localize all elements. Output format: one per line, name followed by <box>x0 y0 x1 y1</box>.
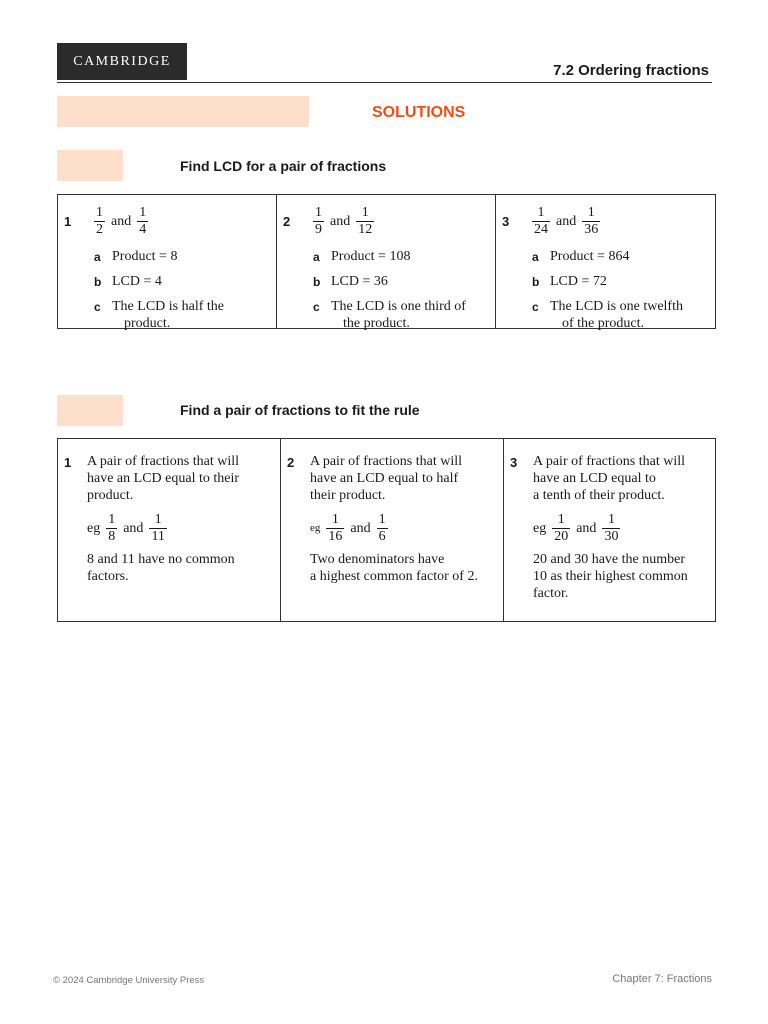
fraction: $\frac{1}{16}$ <box>328 512 343 544</box>
example-line: eg $\frac{1}{16}$ and $\frac{1}{6}$ <box>310 512 386 544</box>
s2-cell-3 <box>504 439 716 622</box>
s2-cell-2 <box>281 439 504 622</box>
s1-cell-1 <box>58 195 277 329</box>
fraction: $\frac{1}{12}$ <box>358 205 373 237</box>
rule-text: product. <box>87 488 134 503</box>
rule-text: have an LCD equal to half <box>310 471 459 486</box>
fraction: $\frac{1}{20}$ <box>554 512 569 544</box>
s2-cell-1 <box>58 439 281 622</box>
reason-text: factor. <box>533 586 569 601</box>
chapter-section-title: 7.2 Ordering fractions <box>553 62 709 79</box>
fraction: $\frac{1}{36}$ <box>584 205 599 237</box>
fraction: $\frac{1}{4}$ <box>139 205 147 237</box>
question-number: 2 <box>287 455 295 470</box>
rule-text: have an LCD equal to <box>533 471 656 486</box>
answer-part: a Product = 8 <box>94 249 178 264</box>
fraction: $\frac{1}{8}$ <box>108 512 116 544</box>
fraction: $\frac{1}{6}$ <box>378 512 386 544</box>
rule-text: A pair of fractions that will <box>310 454 463 469</box>
section2-tag <box>57 395 123 426</box>
answer-part: c The LCD is one twelfth of the product. <box>532 299 683 331</box>
s1-cell-3 <box>496 195 716 329</box>
answer-part: b LCD = 72 <box>532 274 607 289</box>
fraction: $\frac{1}{11}$ <box>151 512 165 544</box>
footer-copyright: © 2024 Cambridge University Press <box>53 975 205 986</box>
example-line: eg $\frac{1}{8}$ and $\frac{1}{11}$ <box>87 512 165 544</box>
s1-cell-2 <box>277 195 496 329</box>
question-number: 1 <box>64 455 72 470</box>
solutions-banner <box>57 96 309 127</box>
reason-text: a highest common factor of 2. <box>310 569 478 584</box>
joiner-text: and <box>556 213 577 229</box>
joiner-text: and <box>111 213 132 229</box>
section1-tag <box>57 150 123 181</box>
section2-table <box>57 438 716 622</box>
answer-part: a Product = 864 <box>532 249 630 264</box>
section2-title: Find a pair of fractions to fit the rule <box>180 402 420 418</box>
footer-chapter: Chapter 7: Fractions <box>612 973 712 985</box>
logo-text: CAMBRIDGE <box>73 53 171 69</box>
answer-part: b LCD = 4 <box>94 274 162 289</box>
fraction: $\frac{1}{30}$ <box>604 512 619 544</box>
header-divider <box>57 82 712 83</box>
reason-text: 10 as their highest common <box>533 569 688 584</box>
answer-part: b LCD = 36 <box>313 274 388 289</box>
fraction: $\frac{1}{24}$ <box>534 205 548 237</box>
reason-text: 8 and 11 have no common <box>87 552 235 567</box>
answer-part: a Product = 108 <box>313 249 411 264</box>
fraction: $\frac{1}{2}$ <box>96 205 103 237</box>
reason-text: factors. <box>87 569 129 584</box>
answer-part: c The LCD is one third of the product. <box>313 299 466 331</box>
fraction: $\frac{1}{9}$ <box>315 205 322 237</box>
rule-text: have an LCD equal to their <box>87 471 240 486</box>
example-line: eg $\frac{1}{20}$ and $\frac{1}{30}$ <box>533 512 619 544</box>
question-number: 3 <box>510 455 518 470</box>
section1-title: Find LCD for a pair of fractions <box>180 158 387 174</box>
question-number: 2 <box>283 214 291 229</box>
joiner-text: and <box>330 213 351 229</box>
rule-text: A pair of fractions that will <box>533 454 686 469</box>
question-number: 3 <box>502 214 510 229</box>
rule-text: A pair of fractions that will <box>87 454 240 469</box>
rule-text: a tenth of their product. <box>533 488 665 503</box>
cambridge-logo <box>57 43 187 80</box>
solutions-heading: SOLUTIONS <box>372 104 466 121</box>
reason-text: Two denominators have <box>310 552 445 567</box>
rule-text: their product. <box>310 488 386 503</box>
question-number: 1 <box>64 214 72 229</box>
answer-part: c The LCD is half the product. <box>94 299 224 331</box>
reason-text: 20 and 30 have the number <box>533 552 686 567</box>
section1-table <box>57 194 716 329</box>
